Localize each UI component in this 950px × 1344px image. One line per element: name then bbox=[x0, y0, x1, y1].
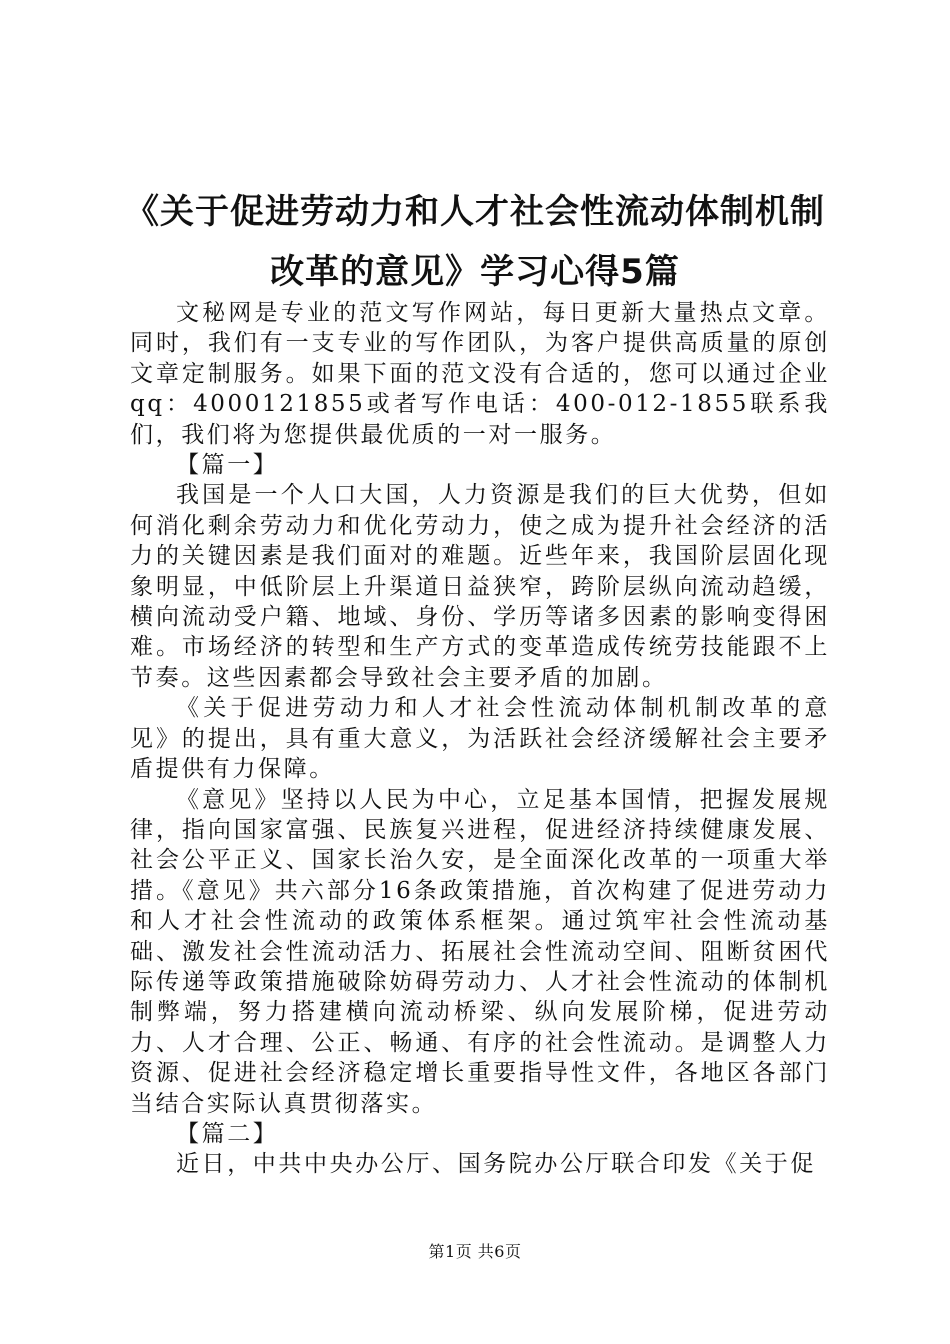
body-paragraph: 《意见》坚持以人民为中心，立足基本国情，把握发展规律，指向国家富强、民族复兴进程，促进经济持续健康发展、社会公平正义、国家长治久安，是全面深化改革的一项重大举措。《意见》共六部分16条政策措施，首次构建了促进劳动力和人才社会性流动的政策体系框架。通过筑牢社会性流动基础、激发社会性流动活力、拓展社会性流动空间、阻断贫困代际传递等政策措施破除妨碍劳动力、人才社会性流动的体制机制弊端，努力搭建横向流动桥梁、纵向发展阶梯，促进劳动力、人才合理、公正、畅通、有序的社会性流动。是调整人力资源、促进社会经济稳定增长重要指导性文件，各地区各部门当结合实际认真贯彻落实。 bbox=[130, 786, 830, 1117]
intro-paragraph: 文秘网是专业的范文写作网站，每日更新大量热点文章。同时，我们有一支专业的写作团队，为客户提供高质量的原创文章定制服务。如果下面的范文没有合适的，您可以通过企业qq：4000121855或者写作电话：400-012-1855联系我们，我们将为您提供最优质的一对一服务。 bbox=[130, 300, 830, 448]
title-line-2: 改革的意见》学习心得5篇 bbox=[270, 252, 680, 292]
document-title bbox=[100, 182, 850, 302]
page-footer: 第1页 共6页 bbox=[428, 1242, 522, 1261]
body-paragraph: 我国是一个人口大国，人力资源是我们的巨大优势，但如何消化剩余劳动力和优化劳动力，使之成为提升社会经济的活力的关键因素是我们面对的难题。近些年来，我国阶层固化现象明显，中低阶层上升渠道日益狭窄，跨阶层纵向流动趋缓，横向流动受户籍、地域、身份、学历等诸多因素的影响变得困难。市场经济的转型和生产方式的变革造成传统劳技能跟不上节奏。这些因素都会导致社会主要矛盾的加剧。 bbox=[130, 482, 830, 691]
title-line-1: 《关于促进劳动力和人才社会性流动体制机制 bbox=[125, 192, 825, 232]
body-paragraph: 《关于促进劳动力和人才社会性流动体制机制改革的意见》的提出，具有重大意义，为活跃社会经济缓解社会主要矛盾提供有力保障。 bbox=[130, 695, 830, 783]
section-heading-1: 【篇一】 bbox=[176, 452, 279, 479]
document-body bbox=[130, 298, 830, 1180]
section-heading-2: 【篇二】 bbox=[176, 1120, 279, 1147]
body-paragraph: 近日，中共中央办公厅、国务院办公厅联合印发《关于促 bbox=[176, 1151, 816, 1178]
